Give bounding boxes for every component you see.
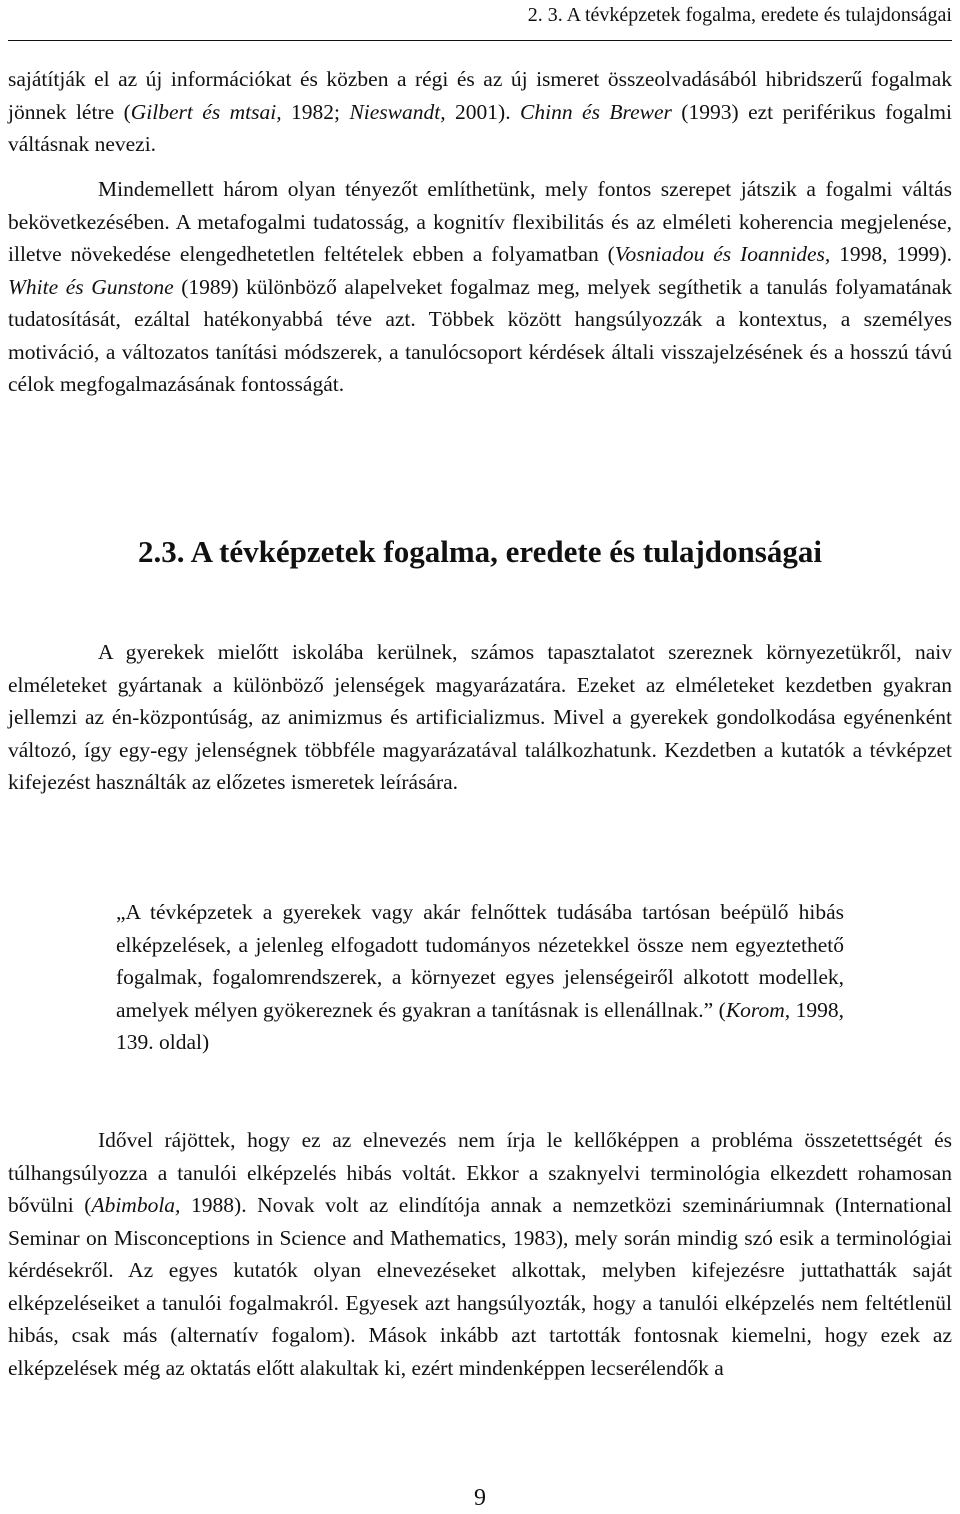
text-run: „A tévképzetek a gyerekek vagy akár felnőttek tudásába tartósan beépülő hibás elképzelések, a jelenleg elfogadott tudományos nézetekkel össze nem egyeztethető fogalmak, fogalomrendszerek, a környezet egyes jelenségeiről alkotott modellek, amelyek mélyen gyökereznek és gyakran a tanításnak is ellenállnak.” ( (116, 900, 844, 1022)
text-run: 1998, 1999). (830, 242, 952, 266)
citation-text: Korom, (725, 997, 791, 1022)
text-run: sajátítják el az új információkat és közben a régi és az új ismeret összeolvadásából hibridszerű fogalmak jönnek létre ( (8, 67, 952, 124)
text-run: A gyerekek mielőtt iskolába kerülnek, számos tapasztalatot szereznek környezetükről, naiv elméleteket gyártanak a különböző jelenségek magyarázatára. Ezeket az elméleteket kezdetben gyakran jellemzi az én-központúság, az animizmus és artificializmus. Mivel a gyerekek gondolkodása egyénenként változó, így egy-egy jelenségnek többféle magyarázatával találkozhatunk. Kezdetben a kutatók a tévképzet kifejezést használták az előzetes ismeretek leírására. (8, 640, 952, 794)
text-run: 1998, 139. oldal) (116, 997, 844, 1054)
citation-text: Chinn és Brewer (520, 99, 672, 124)
paragraph-terminology (8, 1124, 952, 1384)
text-run: Idővel rájöttek, hogy ez az elnevezés nem írja le kellőképpen a probléma összetettségét és túlhangsúlyozza a tanulói elképzelés hibás voltát. Ekkor a szaknyelvi terminológia elkezdett rohamosan bővülni ( (8, 1128, 952, 1217)
citation-text: Nieswandt, (349, 99, 446, 124)
page-number: 9 (474, 1485, 486, 1511)
citation-text: White és Gunstone (8, 274, 174, 299)
paragraph-children-theories (8, 636, 952, 799)
citation-text: Vosniadou és Ioannides, (614, 242, 831, 266)
text-run: 2001). (445, 99, 521, 124)
text-run: 1982; (281, 99, 350, 124)
paragraph-continuation (8, 63, 952, 161)
header-rule (8, 40, 952, 41)
paragraph-conceptual-change-factors (8, 173, 952, 401)
citation-text: Abimbola, (91, 1193, 181, 1217)
running-header: 2. 3. A tévképzetek fogalma, eredete és tulajdonságai (527, 4, 952, 26)
text-run: (1993) ezt periférikus fogalmi váltásnak nevezi. (8, 99, 952, 156)
citation-text: Gilbert és mtsai, (130, 99, 282, 124)
block-quote-definition (116, 896, 844, 1059)
text-run: Mindemellett három olyan tényezőt említhetünk, mely fontos szerepet játszik a fogalmi váltás bekövetkezésében. A metafogalmi tudatosság, a kognitív flexibilitás és az elméleti koherencia megjelenése, illetve növekedése elengedhetetlen feltételek ebben a folyamatban ( (8, 177, 952, 266)
text-run: 1988). Novak volt az elindítója annak a nemzetközi szemináriumnak (International Seminar on Misconceptions in Science and Mathematics, 1983), mely során mindig szó esik a terminológiai kérdésekről. Az egyes kutatók olyan elnevezéseket alkottak, melyben kifejezésre juttathatták saját elképzeléseiket a tanulói fogalmakról. Egyesek azt hangsúlyozták, hogy a tanulói elképzelés nem feltétlenül hibás, csak más (alternatív fogalom). Mások inkább azt tartották fontosnak kiemelni, hogy ezek az elképzelések még az oktatás előtt alakultak ki, ezért mindenképpen lecserélendők a (8, 1193, 952, 1380)
section-heading: 2.3. A tévképzetek fogalma, eredete és tulajdonságai (138, 534, 822, 569)
text-run: (1989) különböző alapelveket fogalmaz meg, melyek segíthetik a tanulás folyamatának tudatosítását, ezáltal hatékonyabbá téve azt. Többek között hangsúlyozzák a kontextus, a személyes motiváció, a változatos tanítási módszerek, a tanulócsoport kérdések általi visszajelzésének és a hosszú távú célok megfogalmazásának fontosságát. (8, 274, 953, 396)
